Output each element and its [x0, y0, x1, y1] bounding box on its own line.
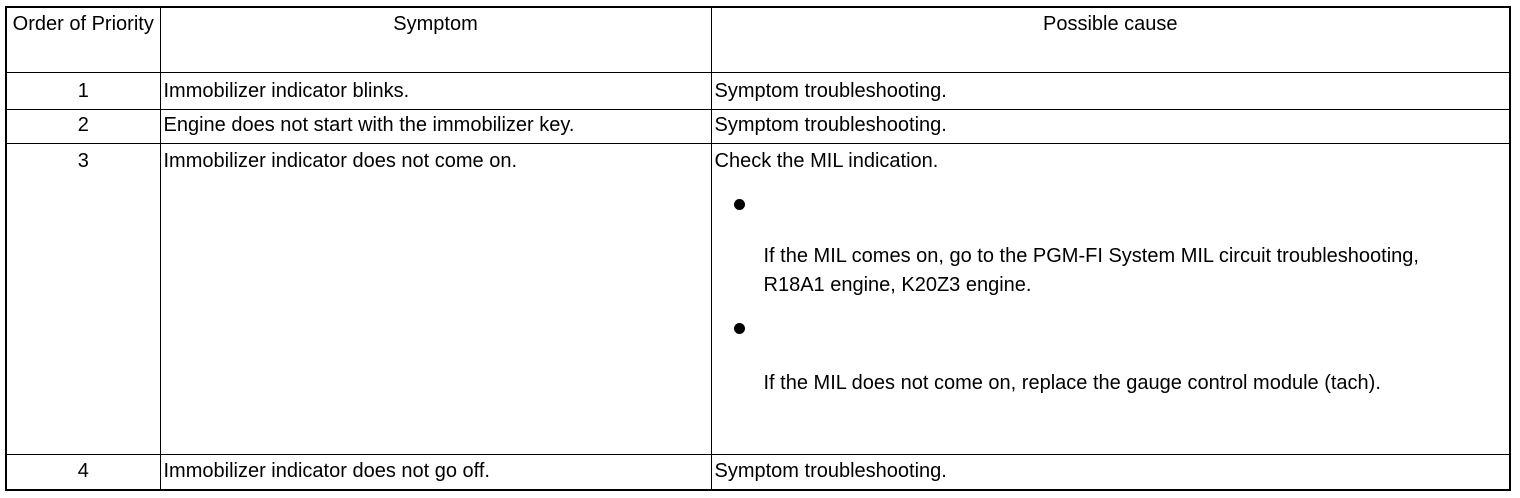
cause-cell: Symptom troubleshooting.	[711, 72, 1509, 110]
troubleshooting-table	[7, 8, 1509, 489]
table-header-row	[7, 8, 1509, 72]
header-symptom: Symptom	[160, 8, 711, 72]
symptom-cell: Immobilizer indicator does not come on.	[160, 143, 711, 454]
priority-cell: 4	[7, 454, 160, 489]
troubleshooting-table-frame	[5, 6, 1511, 491]
bullet-row	[715, 314, 1510, 338]
table-row	[7, 72, 1509, 110]
header-cause: Possible cause	[711, 8, 1509, 72]
symptom-cell: Engine does not start with the immobilizer key.	[160, 110, 711, 144]
table-row	[7, 454, 1509, 489]
bullet-text: If the MIL does not come on, replace the gauge control module (tach).	[763, 371, 1381, 394]
bullet-dot-icon	[734, 323, 745, 334]
priority-cell: 1	[7, 72, 160, 110]
bullet-dot-icon	[734, 199, 745, 210]
priority-cell: 3	[7, 143, 160, 454]
table-row	[7, 143, 1509, 454]
bullet-text: If the MIL comes on, go to the PGM-FI System MIL circuit troubleshooting, R18A1 engine, K20Z3 engine.	[763, 244, 1419, 296]
bullet-row	[715, 190, 1510, 214]
symptom-cell: Immobilizer indicator does not go off.	[160, 454, 711, 489]
table-row	[7, 110, 1509, 144]
cause-intro: Check the MIL indication.	[714, 149, 939, 172]
cause-cell	[711, 143, 1509, 454]
cause-cell: Symptom troubleshooting.	[711, 454, 1509, 489]
cause-cell: Symptom troubleshooting.	[711, 110, 1509, 144]
priority-cell: 2	[7, 110, 160, 144]
symptom-cell: Immobilizer indicator blinks.	[160, 72, 711, 110]
header-priority: Order of Priority	[7, 8, 160, 72]
